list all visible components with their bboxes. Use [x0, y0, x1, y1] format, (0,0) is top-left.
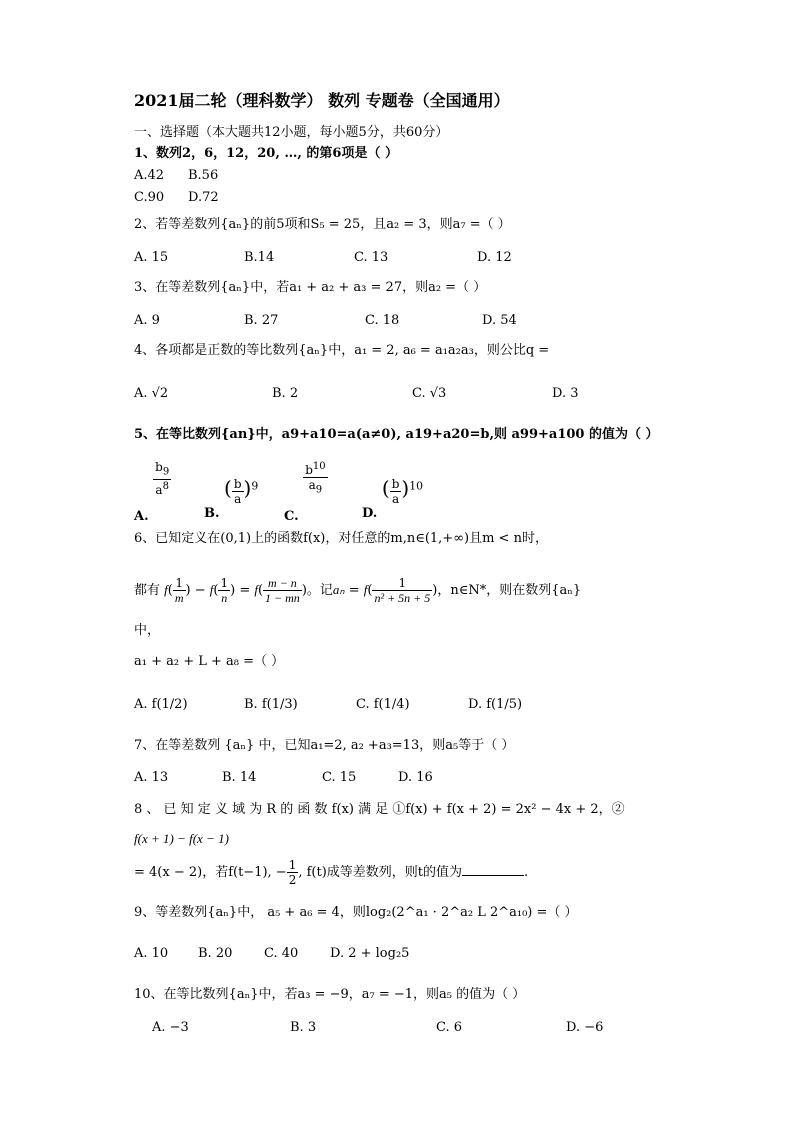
- q6-line4: a₁ + a₂ + L + a₈ =（ ）: [134, 654, 285, 669]
- q1-option-d: D.72: [188, 190, 219, 205]
- q1-stem: 1、数列2，6，12，20, …, 的第6项是（ ）: [134, 146, 398, 161]
- q7-option-a: A. 13: [134, 770, 169, 785]
- q10-stem: 10、在等比数列{aₙ}中，若a₃ = −9，a₇ = −1，则a₅ 的值为（ ）: [134, 987, 526, 1002]
- q5-a-expr: $\frac{b_9}{a^8}$: [155, 460, 170, 498]
- q4-option-a: A. √2: [134, 386, 169, 401]
- q9-option-b: B. 20: [198, 946, 233, 961]
- q5-option-c: [284, 460, 328, 525]
- q7-option-c: C. 15: [322, 770, 357, 785]
- q5-d-expr: (: [381, 476, 390, 500]
- q4-option-c: C. √3: [412, 386, 447, 401]
- q6-line2-post: ，n∈N*，则在数列{aₙ}: [437, 583, 582, 598]
- q5-c-expr: $\frac{b^{10}}{a_9}$: [305, 461, 326, 496]
- q6-line2: 都有 f( $\frac{1}{m}$ ) − f( $\frac{1}{n}$ ) = f( $\frac{m - n}{1 - mn}$ )。记aₙ = f( $\frac{1}{\text{n² + 5n + 5}}$ )，n∈N*，则在数列{aₙ}: [134, 576, 582, 605]
- q5-c-label: C.: [284, 509, 299, 525]
- q8-line2: f(x + 1) − f(x − 1): [134, 831, 229, 846]
- q8-line3-pre: = 4(x − 2)，若f(t−1), −: [134, 865, 287, 880]
- q2-option-d: D. 12: [477, 250, 512, 265]
- q7-option-d: D. 16: [398, 770, 433, 785]
- q6-line1: 6、已知定义在(0,1)上的函数f(x)，对任意的m,n∈(1,+∞)且m < n时，: [134, 531, 548, 546]
- page-title: 2021届二轮（理科数学） 数列 专题卷（全国通用）: [134, 91, 510, 110]
- q3-option-b: B. 27: [244, 313, 279, 328]
- q5-b-expr: (: [224, 476, 232, 500]
- q5-b-label: B.: [204, 506, 220, 521]
- q5-option-a: [134, 460, 171, 525]
- q6-option-b: B. f(1/3): [244, 697, 298, 712]
- q1-option-b: B.56: [188, 168, 219, 183]
- q10-option-d: D. −6: [566, 1020, 604, 1035]
- q3-option-d: D. 54: [482, 313, 517, 328]
- q3-option-a: A. 9: [134, 313, 160, 328]
- section-heading: 一、选择题（本大题共12小题，每小题5分，共60分）: [134, 125, 449, 140]
- q4-stem: 4、各项都是正数的等比数列{aₙ}中，a₁ = 2, a₆ = a₁a₂a₃，则公比q =: [134, 343, 550, 358]
- q5-d-label: D.: [362, 506, 378, 521]
- q6-option-a: A. f(1/2): [134, 697, 188, 712]
- q5-option-b: B. ( $\frac{b}{a}$ )$^9$: [204, 476, 259, 521]
- q5-option-d: D. ( $\frac{b}{a}$ )$^{10}$: [362, 476, 423, 521]
- q2-option-a: A. 15: [134, 250, 169, 265]
- q6-line2-pre: 都有: [134, 583, 161, 598]
- q6-line3: 中，: [134, 623, 161, 638]
- q9-option-c: C. 40: [264, 946, 299, 961]
- q2-option-b: B.14: [244, 250, 275, 265]
- q9-stem: 9、等差数列{aₙ}中， a₅ + a₆ = 4，则log₂(2^a₁ · 2^a₂ L 2^a₁₀) =（ ）: [134, 905, 578, 920]
- q4-option-b: B. 2: [272, 386, 299, 401]
- q6-option-d: D. f(1/5): [468, 697, 523, 712]
- q10-option-b: B. 3: [290, 1020, 317, 1035]
- q5-a-label: A.: [134, 509, 149, 525]
- q9-option-a: A. 10: [134, 946, 169, 961]
- q8-answer-blank[interactable]: [462, 863, 524, 876]
- q7-stem: 7、在等差数列 {aₙ} 中，已知a₁=2, a₂ +a₃=13，则a₅等于（ ）: [134, 738, 515, 753]
- q4-option-d: D. 3: [552, 386, 579, 401]
- q1-option-a: A.42: [134, 168, 165, 183]
- q2-option-c: C. 13: [354, 250, 389, 265]
- q7-option-b: B. 14: [222, 770, 257, 785]
- q8-line3: = 4(x − 2)，若f(t−1), − $\frac{1}{2}$ , f(t)成等差数列，则t的值为 .: [134, 858, 529, 887]
- q3-option-c: C. 18: [365, 313, 400, 328]
- q10-option-c: C. 6: [436, 1020, 463, 1035]
- q9-option-d: D. 2 + log₂5: [330, 946, 410, 961]
- q6-option-c: C. f(1/4): [356, 697, 410, 712]
- q8-line3-post: , f(t)成等差数列，则t的值为: [298, 865, 463, 880]
- q3-stem: 3、在等差数列{aₙ}中，若a₁ + a₂ + a₃ = 27，则a₂ =（ ）: [134, 280, 487, 295]
- q10-option-a: A. −3: [152, 1020, 189, 1035]
- q1-option-c: C.90: [134, 190, 165, 205]
- q5-stem: 5、在等比数列{an}中，a9+a10=a(a≠0), a19+a20=b,则 a99+a100 的值为（ ）: [134, 427, 659, 442]
- q6-line2-mid: 。记: [306, 583, 333, 598]
- q2-stem: 2、若等差数列{aₙ}的前5项和S₅ = 25，且a₂ = 3，则a₇ =（ ）: [134, 217, 511, 232]
- q8-line1: 8 、 已 知 定 义 域 为 R 的 函 数 f(x) 满 足 ①f(x) + f(x + 2) = 2x² − 4x + 2，②: [134, 802, 625, 817]
